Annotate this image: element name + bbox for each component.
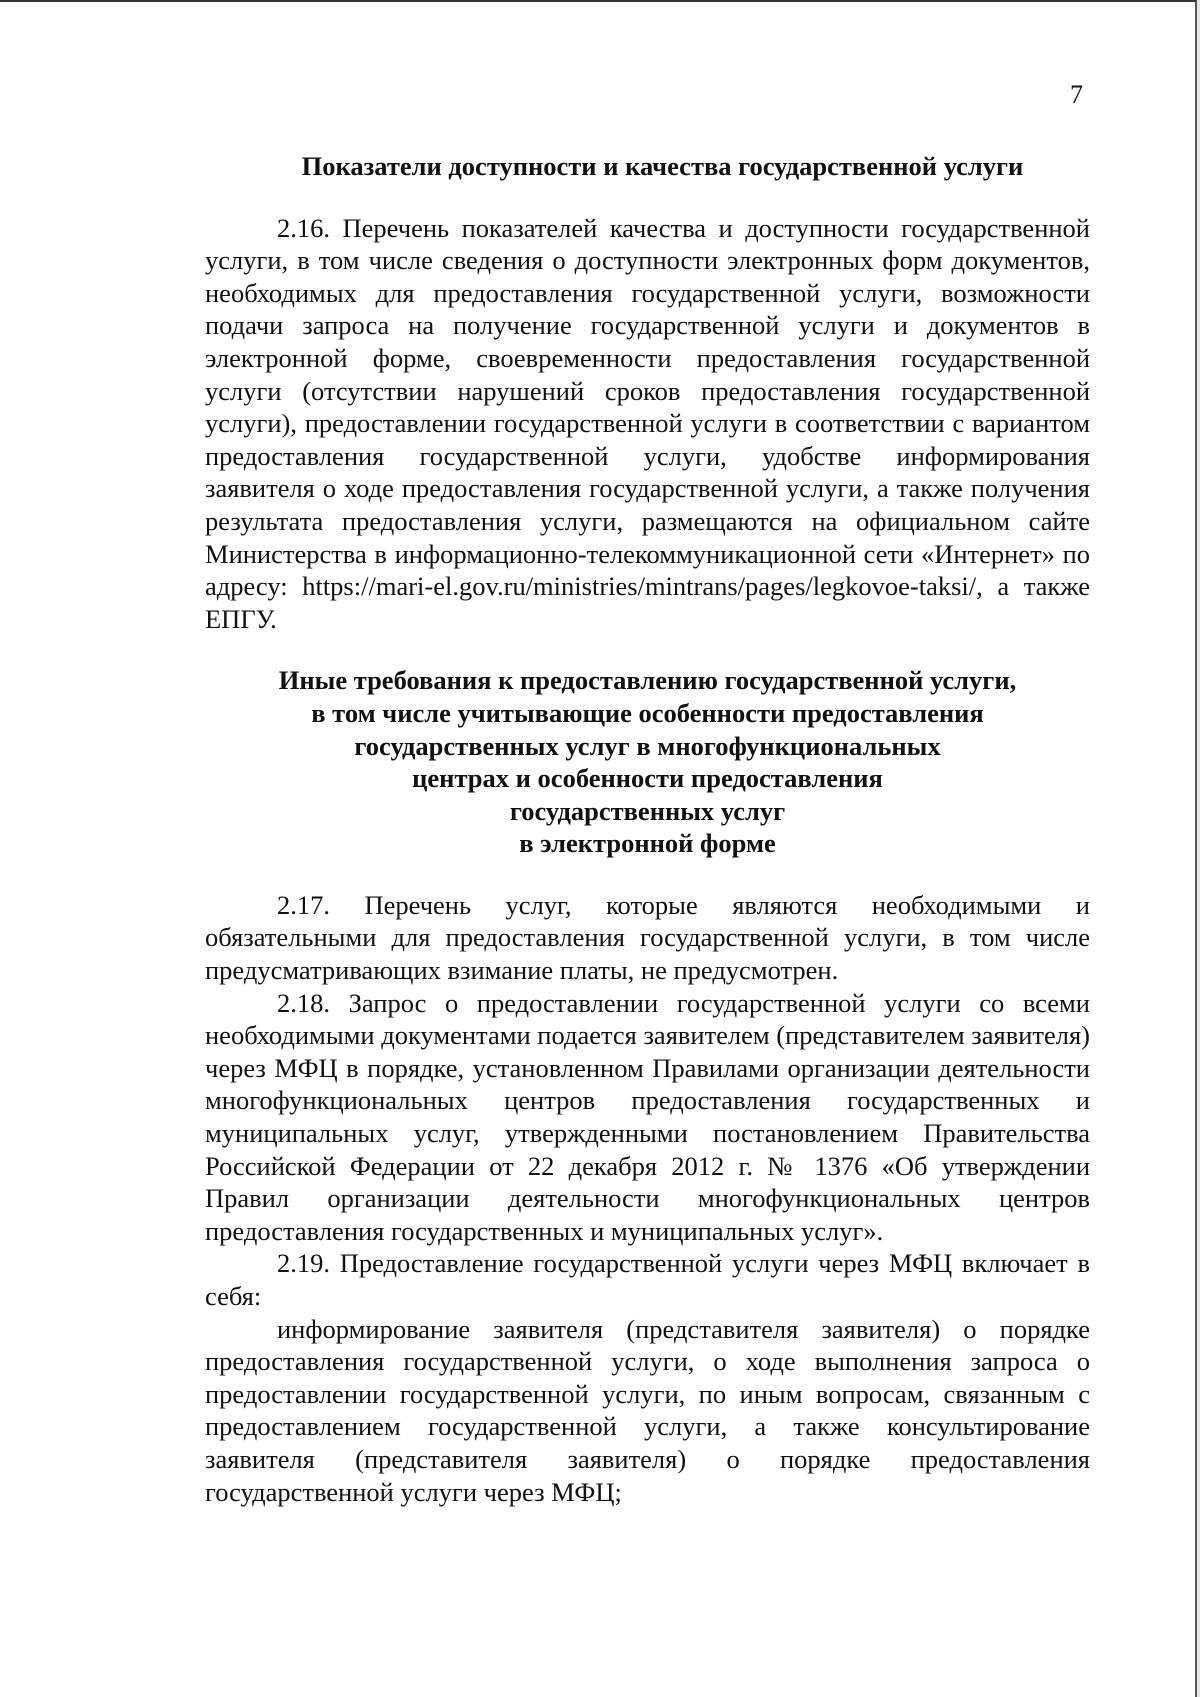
section-heading-other-requirements — [205, 664, 1090, 860]
paragraph-2-16: 2.16. Перечень показателей качества и доступности государственной услуги, в том числе сведения о доступности электронных форм документов, необходимых для предоставления государственной услуги, возможности подачи запроса на получение государственной услуги и документов в электронной форме, своевременности предоставления государственной услуги (отсутствии нарушений сроков предоставления государственной услуги), предоставлении государственной услуги в соответствии с вариантом предоставления государственной услуги, удобстве информирования заявителя о ходе предоставления государственной услуги, а также получения результата предоставления услуги, размещаются на официальном сайте Министерства в информационно-телекоммуникационной сети «Интернет» по адресу: https://mari-el.gov.ru/ministries/mintrans/pages/legkovoe-taksi/, а также ЕПГУ. — [205, 212, 1090, 634]
page-number: 7 — [1070, 80, 1083, 109]
heading-line: в том числе учитывающие особенности предоставления — [311, 697, 984, 728]
page-content — [205, 150, 1090, 1508]
heading-line: в электронной форме — [519, 828, 776, 859]
paragraph-2-18: 2.18. Запрос о предоставлении государственной услуги со всеми необходимыми документами подается заявителем (представителем заявителя) через МФЦ в порядке, установленном Правилами организации деятельности многофункциональных центров предоставления государственных и муниципальных услуг, утвержденными постановлением Правительства Российской Федерации от 22 декабря 2012 г. № 1376 «Об утверждении Правил организации деятельности многофункциональных центров предоставления государственных и муниципальных услуг». — [205, 987, 1090, 1246]
section-heading-quality-indicators: Показатели доступности и качества государственной услуги — [301, 151, 1024, 181]
paragraph-2-19: 2.19. Предоставление государственной услуги через МФЦ включает в себя: — [205, 1248, 1090, 1311]
heading-line: государственных услуг в многофункциональных — [354, 730, 941, 761]
heading-line: центрах и особенности предоставления — [412, 763, 883, 794]
paragraph-2-17: 2.17. Перечень услуг, которые являются необходимыми и обязательными для предоставления государственной услуги, в том числе предусматривающих взимание платы, не предусмотрен. — [205, 889, 1090, 986]
paragraph-2-19-item: информирование заявителя (представителя заявителя) о порядке предоставления государственной услуги, о ходе выполнения запроса о предоставлении государственной услуги, по иным вопросам, связанным с предоставлением государственной услуги, а также консультирование заявителя (представителя заявителя) о порядке предоставления государственной услуги через МФЦ; — [205, 1313, 1090, 1507]
heading-line: государственных услуг — [509, 795, 786, 826]
heading-line: Иные требования к предоставлению государственной услуги, — [278, 665, 1017, 696]
